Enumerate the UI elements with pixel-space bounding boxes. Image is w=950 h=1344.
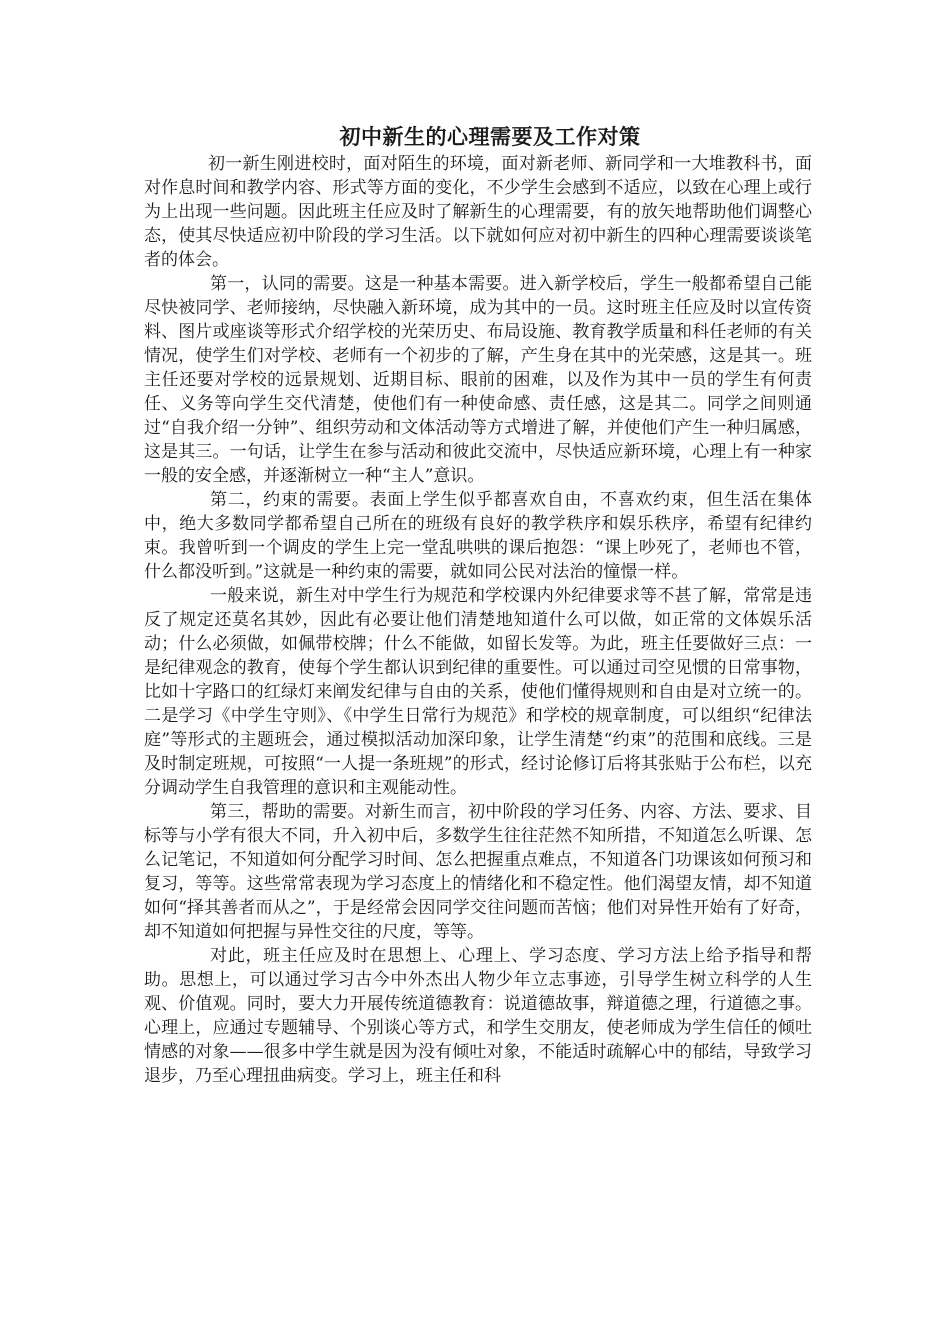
- paragraph-constraint-need: 第二，约束的需要。表面上学生似乎都喜欢自由，不喜欢约束，但生活在集体中，绝大多数同学都希望自己所在的班级有良好的教学秩序和娱乐秩序，希望有纪律约束。我曾听到一个调皮的学生上完一堂乱哄哄的课后抱怨：“课上吵死了，老师也不管，什么都没听到。”这就是一种约束的需要，就如同公民对法治的憧憬一样。: [144, 490, 812, 582]
- paragraph-help-need: 第三，帮助的需要。对新生而言，初中阶段的学习任务、内容、方法、要求、目标等与小学有很大不同，升入初中后，多数学生往往茫然不知所措，不知道怎么听课、怎么记笔记，不知道如何分配学习时间、怎么把握重点难点，不知道各门功课该如何预习和复习，等等。这些常常表现为学习态度上的情绪化和不稳定性。他们渴望友情，却不知道如何“择其善者而从之”，于是经常会因同学交往问题而苦恼；他们对异性开始有了好奇，却不知道如何把握与异性交往的尺度，等等。: [144, 802, 812, 942]
- paragraph-identity-need: 第一，认同的需要。这是一种基本需要。进入新学校后，学生一般都希望自己能尽快被同学、老师接纳，尽快融入新环境，成为其中的一员。这时班主任应及时以宣传资料、图片或座谈等形式介绍学校的光荣历史、布局设施、教育教学质量和科任老师的有关情况，使学生们对学校、老师有一个初步的了解，产生身在其中的光荣感，这是其一。班主任还要对学校的远景规划、近期目标、眼前的困难，以及作为其中一员的学生有何责任、义务等向学生交代清楚，使他们有一种使命感、责任感，这是其二。同学之间则通过“自我介绍一分钟”、组织劳动和文体活动等方式增进了解，并使他们产生一种归属感，这是其三。一句话，让学生在参与活动和彼此交流中，尽快适应新环境，心理上有一种家一般的安全感，并逐渐树立一种“主人”意识。: [144, 274, 812, 486]
- paragraph-guidance: 对此，班主任应及时在思想上、心理上、学习态度、学习方法上给予指导和帮助。思想上，可以通过学习古今中外杰出人物少年立志事迹，引导学生树立科学的人生观、价值观。同时，要大力开展传统道德教育：说道德故事，辩道德之理，行道德之事。心理上，应通过专题辅导、个别谈心等方式，和学生交朋友，使老师成为学生信任的倾吐情感的对象——很多中学生就是因为没有倾吐对象，不能适时疏解心中的郁结，导致学习退步，乃至心理扭曲病变。学习上，班主任和科: [144, 946, 812, 1086]
- paragraph-intro: 初一新生刚进校时，面对陌生的环境，面对新老师、新同学和一大堆教科书，面对作息时间和教学内容、形式等方面的变化，不少学生会感到不适应，以致在心理上或行为上出现一些问题。因此班主任应及时了解新生的心理需要，有的放矢地帮助他们调整心态，使其尽快适应初中阶段的学习生活。以下就如何应对初中新生的四种心理需要谈谈笔者的体会。: [144, 154, 812, 270]
- paragraph-discipline-measures: 一般来说，新生对中学生行为规范和学校课内外纪律要求等不甚了解，常常是违反了规定还莫名其妙，因此有必要让他们清楚地知道什么可以做，如正常的文体娱乐活动；什么必须做，如佩带校牌；什么不能做，如留长发等。为此，班主任要做好三点：一是纪律观念的教育，使每个学生都认识到纪律的重要性。可以通过司空见惯的日常事物，比如十字路口的红绿灯来阐发纪律与自由的关系，使他们懂得规则和自由是对立统一的。二是学习《中学生守则》、《中学生日常行为规范》和学校的规章制度，可以组织“纪律法庭”等形式的主题班会，通过模拟活动加深印象，让学生清楚“约束”的范围和底线。三是及时制定班规，可按照“一人提一条班规”的形式，经讨论修订后将其张贴于公布栏，以充分调动学生自我管理的意识和主观能动性。: [144, 586, 812, 798]
- document-title: 初中新生的心理需要及工作对策: [339, 124, 641, 149]
- document-body: [144, 122, 812, 1088]
